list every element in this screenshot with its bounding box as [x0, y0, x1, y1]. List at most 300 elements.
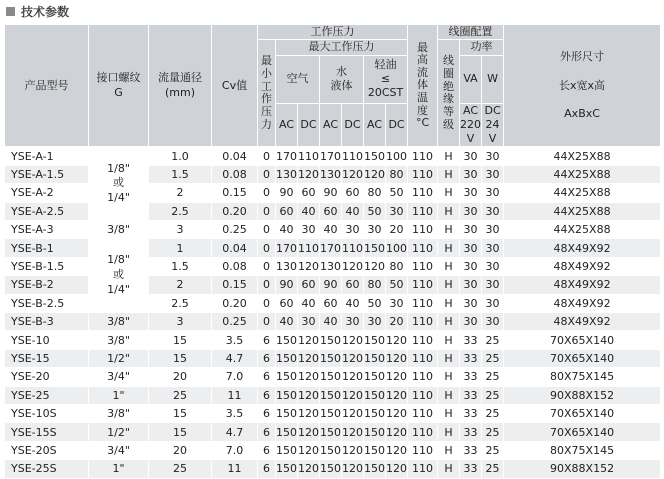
air-dc-cell: 120	[298, 423, 320, 441]
va-cell: 30	[460, 165, 482, 183]
air-dc-cell: 120	[298, 257, 320, 275]
dimensions-cell: 90X88X152	[504, 460, 661, 478]
min-pressure-cell: 6	[258, 460, 276, 478]
oil-ac-cell: 120	[364, 257, 386, 275]
water-ac-cell: 150	[320, 441, 342, 459]
water-ac-cell: 150	[320, 386, 342, 404]
oil-dc-cell: 120	[386, 386, 408, 404]
dimensions-cell: 44X25X88	[504, 202, 661, 220]
section-title: 技术参数	[21, 4, 70, 19]
air-ac-cell: 130	[276, 165, 298, 183]
va-cell: 33	[460, 423, 482, 441]
max-temp-cell: 110	[408, 460, 438, 478]
header-max-pressure: 最大工作压力	[276, 40, 408, 55]
flow-cell: 25	[149, 460, 212, 478]
va-cell: 33	[460, 441, 482, 459]
oil-dc-cell: 50	[386, 276, 408, 294]
air-ac-cell: 40	[276, 221, 298, 239]
model-cell: YSE-A-3	[5, 221, 89, 239]
min-pressure-cell: 6	[258, 331, 276, 349]
oil-ac-cell: 150	[364, 239, 386, 257]
max-temp-cell: 110	[408, 441, 438, 459]
air-dc-cell: 120	[298, 368, 320, 386]
cv-cell: 7.0	[212, 441, 258, 459]
insulation-cell: H	[438, 386, 460, 404]
flow-cell: 1	[149, 239, 212, 257]
max-temp-cell: 110	[408, 202, 438, 220]
oil-ac-cell: 150	[364, 404, 386, 422]
insulation-cell: H	[438, 239, 460, 257]
header-w: W	[482, 55, 504, 103]
water-ac-cell: 40	[320, 221, 342, 239]
min-pressure-cell: 0	[258, 221, 276, 239]
oil-dc-cell: 120	[386, 423, 408, 441]
water-ac-cell: 60	[320, 294, 342, 312]
va-cell: 33	[460, 368, 482, 386]
model-cell: YSE-B-1.5	[5, 257, 89, 275]
dimensions-cell: 44X25X88	[504, 147, 661, 165]
flow-cell: 15	[149, 331, 212, 349]
insulation-cell: H	[438, 423, 460, 441]
oil-dc-cell: 80	[386, 165, 408, 183]
water-dc-cell: 110	[342, 239, 364, 257]
oil-dc-cell: 120	[386, 460, 408, 478]
model-cell: YSE-20S	[5, 441, 89, 459]
table-row	[5, 368, 661, 386]
table-row	[5, 331, 661, 349]
air-ac-cell: 40	[276, 313, 298, 331]
oil-ac-cell: 120	[364, 165, 386, 183]
max-temp-cell: 110	[408, 239, 438, 257]
air-dc-cell: 40	[298, 202, 320, 220]
max-temp-cell: 110	[408, 423, 438, 441]
w-cell: 25	[482, 331, 504, 349]
thread-cell: 1/8" 或 1/4"	[89, 147, 149, 221]
w-cell: 30	[482, 147, 504, 165]
min-pressure-cell: 0	[258, 165, 276, 183]
w-cell: 25	[482, 349, 504, 367]
oil-ac-cell: 150	[364, 331, 386, 349]
water-ac-cell: 150	[320, 349, 342, 367]
air-ac-cell: 170	[276, 147, 298, 165]
oil-ac-cell: 150	[364, 386, 386, 404]
flow-cell: 15	[149, 349, 212, 367]
flow-cell: 2	[149, 276, 212, 294]
va-cell: 30	[460, 239, 482, 257]
dimensions-cell: 48X49X92	[504, 239, 661, 257]
water-ac-cell: 150	[320, 460, 342, 478]
air-ac-cell: 130	[276, 257, 298, 275]
dimensions-cell: 70X65X140	[504, 404, 661, 422]
w-cell: 30	[482, 313, 504, 331]
va-cell: 30	[460, 147, 482, 165]
oil-ac-cell: 150	[364, 441, 386, 459]
dimensions-cell: 70X65X140	[504, 423, 661, 441]
dimensions-cell: 70X65X140	[504, 331, 661, 349]
cv-cell: 0.20	[212, 202, 258, 220]
cv-cell: 0.08	[212, 165, 258, 183]
dimensions-cell: 48X49X92	[504, 313, 661, 331]
insulation-cell: H	[438, 368, 460, 386]
water-dc-cell: 60	[342, 184, 364, 202]
spec-table	[4, 24, 661, 479]
insulation-cell: H	[438, 276, 460, 294]
dimensions-cell: 48X49X92	[504, 257, 661, 275]
air-ac-cell: 150	[276, 331, 298, 349]
thread-cell: 1"	[89, 460, 149, 478]
max-temp-cell: 110	[408, 165, 438, 183]
header-air-ac: AC	[276, 103, 298, 147]
min-pressure-cell: 6	[258, 368, 276, 386]
water-dc-cell: 120	[342, 404, 364, 422]
header-working-pressure: 工作压力	[258, 25, 408, 40]
water-dc-cell: 120	[342, 423, 364, 441]
dimensions-cell: 80X75X145	[504, 441, 661, 459]
header-power: 功率	[460, 40, 504, 55]
va-cell: 30	[460, 184, 482, 202]
table-row	[5, 441, 661, 459]
cv-cell: 0.08	[212, 257, 258, 275]
w-cell: 25	[482, 386, 504, 404]
flow-cell: 1.0	[149, 147, 212, 165]
w-cell: 30	[482, 257, 504, 275]
air-dc-cell: 30	[298, 313, 320, 331]
air-dc-cell: 60	[298, 184, 320, 202]
air-dc-cell: 120	[298, 460, 320, 478]
dimensions-cell: 44X25X88	[504, 184, 661, 202]
w-cell: 30	[482, 184, 504, 202]
w-cell: 25	[482, 368, 504, 386]
max-temp-cell: 110	[408, 368, 438, 386]
va-cell: 30	[460, 257, 482, 275]
oil-ac-cell: 50	[364, 294, 386, 312]
cv-cell: 0.15	[212, 184, 258, 202]
oil-ac-cell: 80	[364, 276, 386, 294]
oil-ac-cell: 50	[364, 202, 386, 220]
oil-ac-cell: 150	[364, 368, 386, 386]
min-pressure-cell: 6	[258, 404, 276, 422]
model-cell: YSE-15	[5, 349, 89, 367]
insulation-cell: H	[438, 257, 460, 275]
water-dc-cell: 30	[342, 221, 364, 239]
w-cell: 25	[482, 423, 504, 441]
air-dc-cell: 120	[298, 165, 320, 183]
insulation-cell: H	[438, 404, 460, 422]
thread-cell: 1/8" 或 1/4"	[89, 239, 149, 313]
model-cell: YSE-B-3	[5, 313, 89, 331]
min-pressure-cell: 0	[258, 147, 276, 165]
air-dc-cell: 120	[298, 441, 320, 459]
oil-dc-cell: 120	[386, 368, 408, 386]
oil-dc-cell: 120	[386, 404, 408, 422]
air-ac-cell: 170	[276, 239, 298, 257]
flow-cell: 1.5	[149, 257, 212, 275]
model-cell: YSE-A-1.5	[5, 165, 89, 183]
header-water-ac: AC	[320, 103, 342, 147]
air-ac-cell: 150	[276, 404, 298, 422]
model-cell: YSE-10	[5, 331, 89, 349]
cv-cell: 7.0	[212, 368, 258, 386]
model-cell: YSE-10S	[5, 404, 89, 422]
va-cell: 33	[460, 331, 482, 349]
water-dc-cell: 40	[342, 294, 364, 312]
max-temp-cell: 110	[408, 221, 438, 239]
water-ac-cell: 90	[320, 184, 342, 202]
flow-cell: 15	[149, 423, 212, 441]
water-dc-cell: 40	[342, 202, 364, 220]
table-row	[5, 221, 661, 239]
water-dc-cell: 120	[342, 386, 364, 404]
header-cv: Cv值	[212, 25, 258, 147]
min-pressure-cell: 0	[258, 239, 276, 257]
water-ac-cell: 40	[320, 313, 342, 331]
header-air-dc: DC	[298, 103, 320, 147]
flow-cell: 15	[149, 404, 212, 422]
air-dc-cell: 110	[298, 239, 320, 257]
header-dimensions: 外形尺寸 长x宽x高 AxBxC	[504, 25, 661, 147]
oil-ac-cell: 80	[364, 184, 386, 202]
insulation-cell: H	[438, 349, 460, 367]
water-ac-cell: 130	[320, 257, 342, 275]
air-ac-cell: 150	[276, 441, 298, 459]
insulation-cell: H	[438, 441, 460, 459]
header-va: VA	[460, 55, 482, 103]
water-dc-cell: 30	[342, 313, 364, 331]
flow-cell: 2.5	[149, 202, 212, 220]
oil-dc-cell: 120	[386, 331, 408, 349]
model-cell: YSE-A-2.5	[5, 202, 89, 220]
water-ac-cell: 170	[320, 239, 342, 257]
water-ac-cell: 150	[320, 368, 342, 386]
max-temp-cell: 110	[408, 294, 438, 312]
oil-ac-cell: 30	[364, 221, 386, 239]
flow-cell: 2.5	[149, 294, 212, 312]
insulation-cell: H	[438, 165, 460, 183]
w-cell: 25	[482, 441, 504, 459]
flow-cell: 20	[149, 441, 212, 459]
thread-cell: 1/2"	[89, 423, 149, 441]
header-max-temp: 最 高 流 体 温 度 °C	[408, 25, 438, 147]
header-min-pressure: 最 小 工 作 压 力	[258, 40, 276, 147]
table-row	[5, 349, 661, 367]
min-pressure-cell: 0	[258, 294, 276, 312]
flow-cell: 3	[149, 313, 212, 331]
water-dc-cell: 120	[342, 257, 364, 275]
air-ac-cell: 150	[276, 349, 298, 367]
w-cell: 30	[482, 239, 504, 257]
model-cell: YSE-B-2.5	[5, 294, 89, 312]
air-dc-cell: 120	[298, 349, 320, 367]
oil-ac-cell: 30	[364, 313, 386, 331]
header-water-dc: DC	[342, 103, 364, 147]
va-cell: 30	[460, 313, 482, 331]
air-ac-cell: 90	[276, 276, 298, 294]
air-ac-cell: 150	[276, 386, 298, 404]
model-cell: YSE-B-1	[5, 239, 89, 257]
header-light-oil: 轻油 ≤ 20CST	[364, 55, 408, 103]
header-thread: 接口螺纹 G	[89, 25, 149, 147]
table-row	[5, 313, 661, 331]
max-temp-cell: 110	[408, 386, 438, 404]
insulation-cell: H	[438, 221, 460, 239]
oil-dc-cell: 20	[386, 221, 408, 239]
water-dc-cell: 110	[342, 147, 364, 165]
dimensions-cell: 90X88X152	[504, 386, 661, 404]
min-pressure-cell: 0	[258, 202, 276, 220]
cv-cell: 11	[212, 460, 258, 478]
min-pressure-cell: 0	[258, 276, 276, 294]
oil-ac-cell: 150	[364, 349, 386, 367]
header-dc24v: DC 24 V	[482, 103, 504, 147]
w-cell: 30	[482, 202, 504, 220]
flow-cell: 20	[149, 368, 212, 386]
model-cell: YSE-B-2	[5, 276, 89, 294]
dimensions-cell: 80X75X145	[504, 368, 661, 386]
air-ac-cell: 90	[276, 184, 298, 202]
section-heading	[6, 0, 69, 22]
header-model: 产品型号	[5, 25, 89, 147]
oil-dc-cell: 120	[386, 441, 408, 459]
water-ac-cell: 150	[320, 423, 342, 441]
water-ac-cell: 150	[320, 404, 342, 422]
max-temp-cell: 110	[408, 404, 438, 422]
insulation-cell: H	[438, 313, 460, 331]
air-dc-cell: 60	[298, 276, 320, 294]
table-row	[5, 460, 661, 478]
dimensions-cell: 44X25X88	[504, 221, 661, 239]
cv-cell: 3.5	[212, 331, 258, 349]
w-cell: 30	[482, 221, 504, 239]
air-dc-cell: 120	[298, 386, 320, 404]
table-row	[5, 147, 661, 165]
cv-cell: 3.5	[212, 404, 258, 422]
min-pressure-cell: 6	[258, 423, 276, 441]
insulation-cell: H	[438, 184, 460, 202]
max-temp-cell: 110	[408, 349, 438, 367]
thread-cell: 3/4"	[89, 441, 149, 459]
model-cell: YSE-25	[5, 386, 89, 404]
header-air: 空气	[276, 55, 320, 103]
oil-dc-cell: 80	[386, 257, 408, 275]
max-temp-cell: 110	[408, 331, 438, 349]
insulation-cell: H	[438, 202, 460, 220]
header-insulation: 线 圈 绝 缘 等 级	[438, 40, 460, 147]
model-cell: YSE-A-2	[5, 184, 89, 202]
max-temp-cell: 110	[408, 147, 438, 165]
min-pressure-cell: 6	[258, 386, 276, 404]
air-dc-cell: 30	[298, 221, 320, 239]
max-temp-cell: 110	[408, 184, 438, 202]
air-ac-cell: 150	[276, 460, 298, 478]
min-pressure-cell: 6	[258, 349, 276, 367]
oil-dc-cell: 50	[386, 184, 408, 202]
cv-cell: 0.25	[212, 313, 258, 331]
air-ac-cell: 150	[276, 423, 298, 441]
oil-dc-cell: 30	[386, 202, 408, 220]
oil-dc-cell: 100	[386, 239, 408, 257]
insulation-cell: H	[438, 294, 460, 312]
header-ac220v: AC 220 V	[460, 103, 482, 146]
flow-cell: 3	[149, 221, 212, 239]
cv-cell: 0.04	[212, 239, 258, 257]
max-temp-cell: 110	[408, 313, 438, 331]
oil-dc-cell: 30	[386, 294, 408, 312]
header-flow: 流量通径 (mm)	[149, 25, 212, 147]
air-ac-cell: 150	[276, 368, 298, 386]
oil-ac-cell: 150	[364, 147, 386, 165]
oil-ac-cell: 150	[364, 460, 386, 478]
water-dc-cell: 120	[342, 460, 364, 478]
min-pressure-cell: 0	[258, 313, 276, 331]
va-cell: 30	[460, 276, 482, 294]
header-oil-dc: DC	[386, 103, 408, 147]
thread-cell: 3/8"	[89, 221, 149, 239]
model-cell: YSE-A-1	[5, 147, 89, 165]
header-water: 水 液体	[320, 55, 364, 103]
header-oil-ac: AC	[364, 103, 386, 147]
w-cell: 30	[482, 165, 504, 183]
cv-cell: 11	[212, 386, 258, 404]
dimensions-cell: 70X65X140	[504, 349, 661, 367]
min-pressure-cell: 0	[258, 184, 276, 202]
model-cell: YSE-25S	[5, 460, 89, 478]
insulation-cell: H	[438, 460, 460, 478]
water-ac-cell: 60	[320, 202, 342, 220]
cv-cell: 4.7	[212, 349, 258, 367]
thread-cell: 1/2"	[89, 349, 149, 367]
w-cell: 30	[482, 276, 504, 294]
cv-cell: 4.7	[212, 423, 258, 441]
bullet-square-icon	[6, 7, 15, 16]
cv-cell: 0.20	[212, 294, 258, 312]
water-ac-cell: 90	[320, 276, 342, 294]
model-cell: YSE-20	[5, 368, 89, 386]
cv-cell: 0.04	[212, 147, 258, 165]
va-cell: 30	[460, 202, 482, 220]
oil-dc-cell: 20	[386, 313, 408, 331]
va-cell: 33	[460, 349, 482, 367]
air-dc-cell: 40	[298, 294, 320, 312]
air-dc-cell: 120	[298, 404, 320, 422]
water-dc-cell: 60	[342, 276, 364, 294]
flow-cell: 1.5	[149, 165, 212, 183]
w-cell: 30	[482, 294, 504, 312]
water-dc-cell: 120	[342, 349, 364, 367]
insulation-cell: H	[438, 331, 460, 349]
air-dc-cell: 120	[298, 331, 320, 349]
max-temp-cell: 110	[408, 276, 438, 294]
dimensions-cell: 48X49X92	[504, 276, 661, 294]
min-pressure-cell: 0	[258, 257, 276, 275]
water-dc-cell: 120	[342, 331, 364, 349]
thread-cell: 3/8"	[89, 313, 149, 331]
air-ac-cell: 60	[276, 294, 298, 312]
thread-cell: 3/4"	[89, 368, 149, 386]
table-row	[5, 239, 661, 257]
header-coil-config: 线圈配置	[438, 25, 504, 40]
water-dc-cell: 120	[342, 165, 364, 183]
va-cell: 30	[460, 294, 482, 312]
dimensions-cell: 44X25X88	[504, 165, 661, 183]
w-cell: 25	[482, 460, 504, 478]
min-pressure-cell: 6	[258, 441, 276, 459]
dimensions-cell: 48X49X92	[504, 294, 661, 312]
table-row	[5, 404, 661, 422]
model-cell: YSE-15S	[5, 423, 89, 441]
flow-cell: 25	[149, 386, 212, 404]
cv-cell: 0.15	[212, 276, 258, 294]
table-row	[5, 386, 661, 404]
